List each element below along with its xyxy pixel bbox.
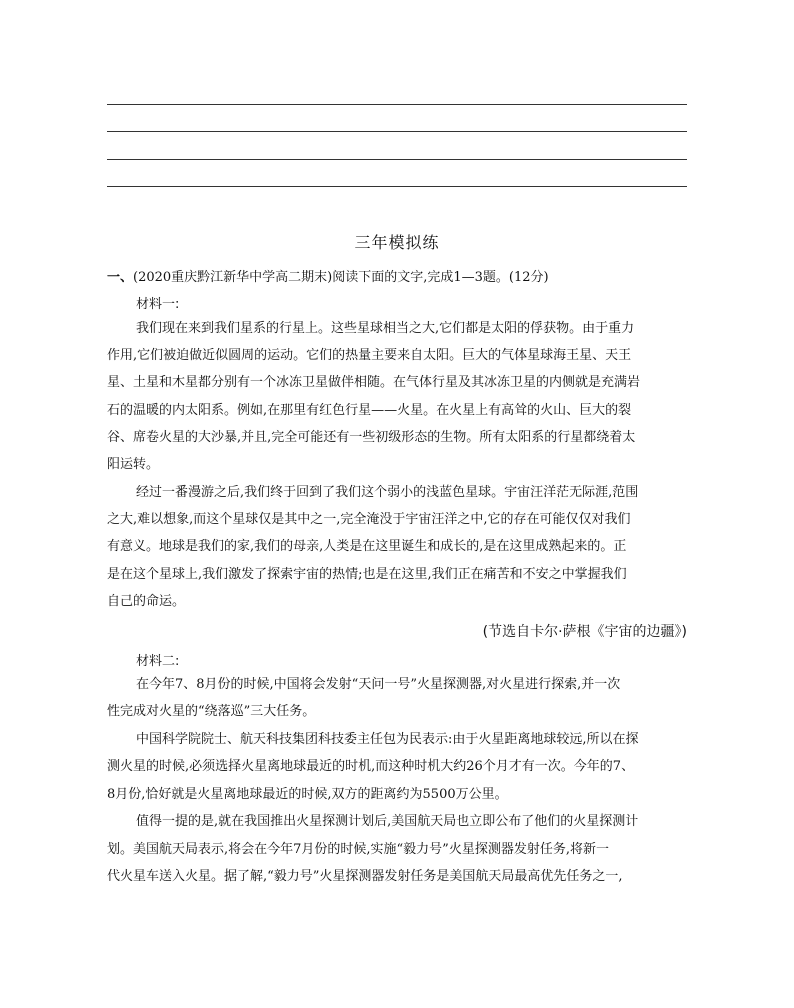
paragraph-line: 代火星车送入火星。据了解,“毅力号”火星探测器发射任务是美国航天局最高优先任务之一, [107, 869, 623, 884]
paragraph-line: 谷、席卷火星的大沙暴,并且,完全可能还有一些初级形态的生物。所有太阳系的行星都绕着太 [107, 430, 636, 445]
paragraph-line: 是在这个星球上,我们激发了探索宇宙的热情;也是在这里,我们正在痛苦和不安之中掌握我们 [107, 567, 627, 582]
question-text: (2020重庆黔江新华中学高二期末)阅读下面的文字,完成1—3题。(12分) [133, 270, 549, 285]
paragraph-line: 阳运转。 [107, 457, 160, 472]
section-title: 三年模拟练 [354, 233, 440, 252]
question-number: 一、 [107, 270, 134, 285]
material1-label: 材料一: [136, 297, 180, 312]
paragraph-line: 自己的命运。 [107, 594, 186, 609]
answer-line [107, 159, 687, 160]
paragraph-line: 值得一提的是,就在我国推出火星探测计划后,美国航天局也立即公布了他们的火星探测计 [136, 814, 639, 829]
paragraph-line: 中国科学院院士、航天科技集团科技委主任包为民表示:由于火星距离地球较远,所以在探 [136, 732, 639, 747]
material2-label: 材料二: [136, 654, 180, 669]
answer-line [107, 104, 687, 105]
paragraph-line: 经过一番漫游之后,我们终于回到了我们这个弱小的浅蓝色星球。宇宙汪洋茫无际涯,范围 [136, 485, 639, 500]
answer-line [107, 186, 687, 187]
source-citation: (节选自卡尔·萨根《宇宙的边疆》) [482, 624, 687, 640]
answer-line [107, 131, 687, 132]
paragraph-line: 测火星的时候,必须选择火星离地球最近的时机,而这种时机大约26个月才有一次。今年的7、 [107, 759, 635, 774]
question-header [107, 266, 697, 285]
paragraph-line: 划。美国航天局表示,将会在今年7月份的时候,实施“毅力号”火星探测器发射任务,将新一 [107, 842, 609, 857]
paragraph-line: 星、土星和木星都分别有一个冰冻卫星做伴相随。在气体行星及其冰冻卫星的内侧就是充满岩 [107, 375, 641, 390]
paragraph-line: 在今年7、8月份的时候,中国将会发射“天问一号”火星探测器,对火星进行探索,并一次 [136, 677, 621, 692]
paragraph-line: 石的温暖的内太阳系。例如,在那里有红色行星——火星。在火星上有高耸的火山、巨大的裂 [107, 403, 632, 418]
paragraph-line: 有意义。地球是我们的家,我们的母亲,人类是在这里诞生和成长的,是在这里成熟起来的。正 [107, 539, 627, 554]
paragraph-line: 性完成对火星的“绕落巡”三大任务。 [107, 704, 316, 719]
paragraph-line: 8月份,恰好就是火星离地球最近的时候,双方的距离约为5500万公里。 [107, 787, 508, 802]
paragraph-line: 作用,它们被迫做近似圆周的运动。它们的热量主要来自太阳。巨大的气体星球海王星、天王 [107, 348, 632, 363]
paragraph-line: 之大,难以想象,而这个星球仅是其中之一,完全淹没于宇宙汪洋之中,它的存在可能仅仅对我们 [107, 512, 631, 527]
paragraph-line: 我们现在来到我们星系的行星上。这些星球相当之大,它们都是太阳的俘获物。由于重力 [136, 321, 635, 336]
